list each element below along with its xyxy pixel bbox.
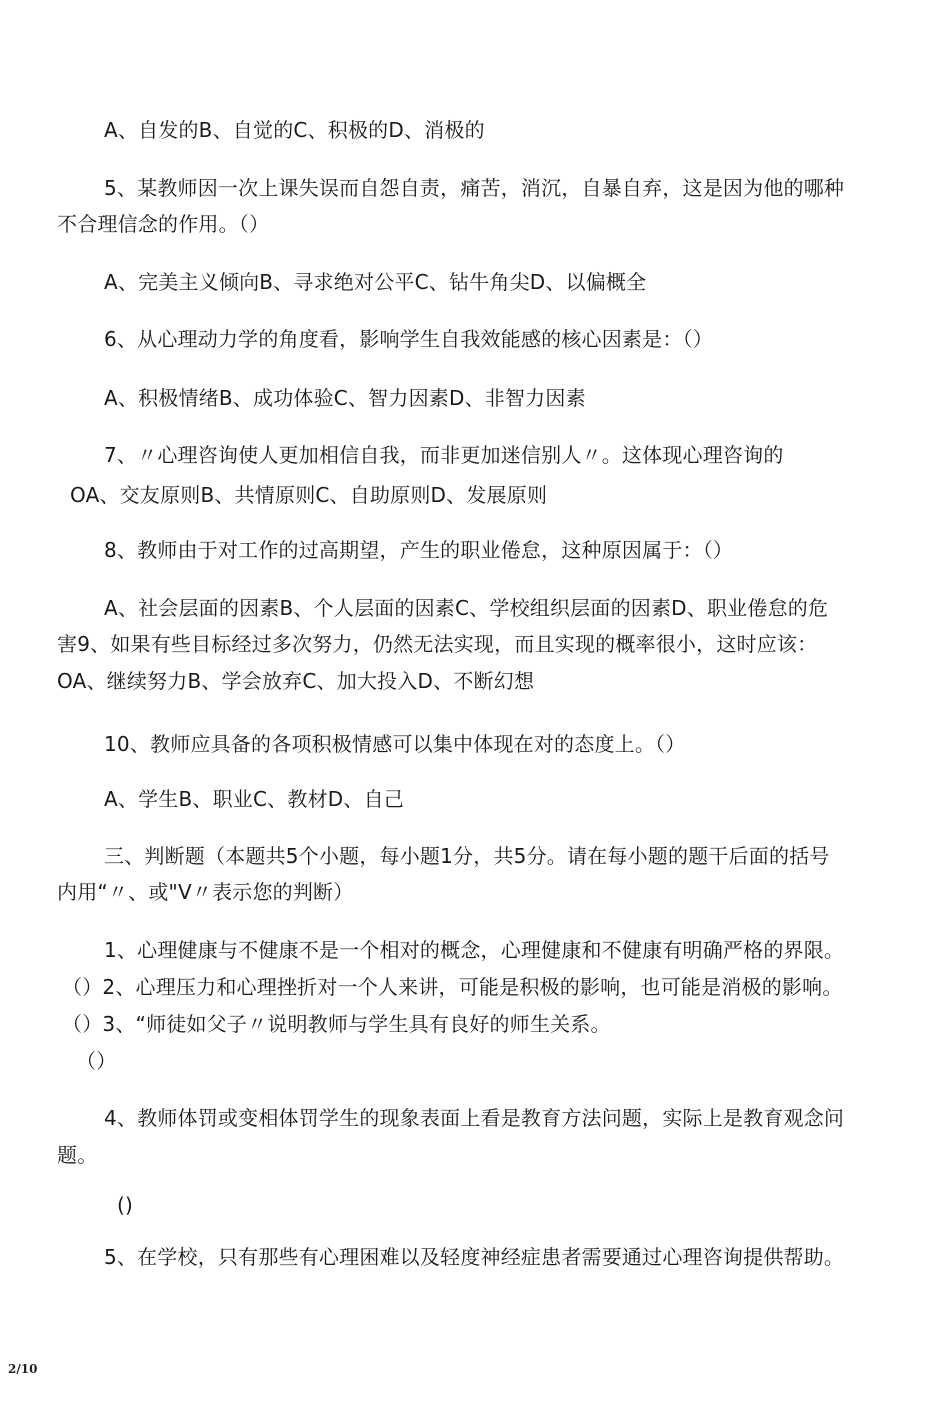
question-10: 10、教师应具备的各项积极情感可以集中体现在对的态度上。（） [104,732,686,756]
question-6: 6、从心理动力学的角度看，影响学生自我效能感的核心因素是：（） [104,327,713,351]
question-7: 7、〃心理咨询使人更加相信自我，而非更加迷信别人〃。这体现心理咨询的 [104,443,784,467]
option-line-q7: OA、交友原则B、共情原则C、自助原则D、发展原则 [70,483,548,507]
question-9: 害9、如果有些目标经过多次努力，仍然无法实现，而且实现的概率很小，这时应该： [57,632,818,656]
option-line-q6: A、积极情绪B、成功体验C、智力因素D、非智力因素 [104,386,586,410]
section-3-heading-line-2: 内用“〃、或"V〃表示您的判断） [57,880,354,904]
option-line-q10: A、学生B、职业C、教材D、自己 [104,787,404,811]
page-number: 2/10 [8,1362,38,1376]
section-3-heading-line-1: 三、判断题（本题共5个小题，每小题1分，共5分。请在每小题的题干后面的括号 [104,844,830,868]
judgement-3: （）3、“师徒如父子〃说明教师与学生具有良好的师生关系。 [62,1012,611,1036]
judgement-5: 5、在学校，只有那些有心理困难以及轻度神经症患者需要通过心理咨询提供帮助。 [104,1245,845,1269]
question-8: 8、教师由于对工作的过高期望，产生的职业倦怠，这种原因属于：（） [104,538,734,562]
option-line-q4: A、自发的B、自觉的C、积极的D、消极的 [104,118,485,142]
option-line-q5: A、完美主义倾向B、寻求绝对公平C、钻牛角尖D、以偏概全 [104,270,647,294]
question-5-line-2: 不合理信念的作用。（） [57,212,270,236]
judgement-3-bracket: （） [76,1049,117,1073]
judgement-4-line-2: 题。 [57,1143,98,1167]
judgement-2: （）2、心理压力和心理挫折对一个人来讲，可能是积极的影响，也可能是消极的影响。 [62,975,843,999]
judgement-4-line-1: 4、教师体罚或变相体罚学生的现象表面上看是教育方法问题，实际上是教育观念问 [104,1106,845,1130]
option-line-q9: OA、继续努力B、学会放弃C、加大投入D、不断幻想 [57,669,535,693]
judgement-4-bracket: () [117,1193,134,1217]
option-line-q8: A、社会层面的因素B、个人层面的因素C、学校组织层面的因素D、职业倦怠的危 [104,596,829,620]
question-5-line-1: 5、某教师因一次上课失误而自怨自责，痛苦，消沉，自暴自弃，这是因为他的哪种 [104,176,845,200]
judgement-1: 1、心理健康与不健康不是一个相对的概念，心理健康和不健康有明确严格的界限。 [104,938,845,962]
